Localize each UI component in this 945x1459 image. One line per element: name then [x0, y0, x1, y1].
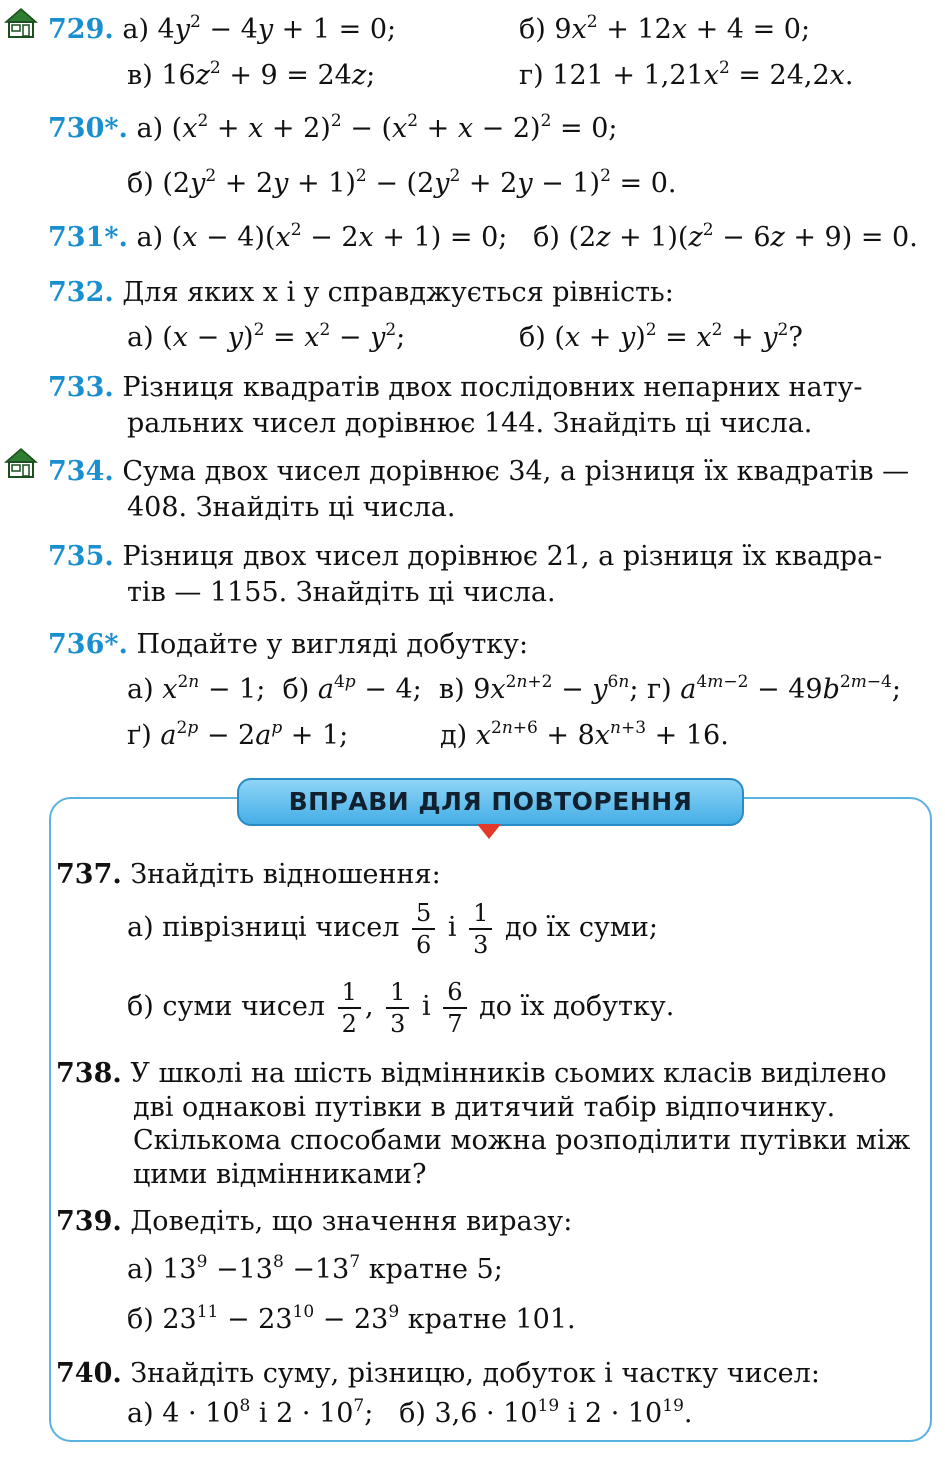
exercise-text: Сума двох чисел дорівнює 34, а різниця їх квадратів —: [122, 456, 910, 487]
exercise-731: 731*. а) $(x - 4)(x^2 - 2x + 1) = 0$; б) $(2z + 1)(z^2 - 6z + 9) = 0$.: [48, 220, 918, 253]
fraction: $\frac{1}{2}$: [338, 980, 361, 1036]
exercise-739-a: а) $13^9 -13^8 -13^7$ кратне 5;: [127, 1252, 503, 1285]
text: до їх суми;: [504, 912, 658, 943]
exercise-736-row-1: а) $x^{2n} - 1$; б) $a^{4p} - 4$; в) $9x^{2n+2} - y^{6n}$; г) $a^{4m-2} - 49b^{2m-4}$;: [127, 672, 901, 705]
exercise-729-line-1: 729. а) $4y^2 - 4y + 1 = 0$;: [48, 12, 397, 45]
exercise-number: 731*.: [48, 222, 128, 253]
exercise-739-b: б) $23^{11} - 23^{10} - 23^9$ кратне 101.: [127, 1302, 576, 1335]
exercise-735-line-1: [48, 540, 882, 574]
exercise-number: 733.: [48, 372, 114, 403]
exercise-733-line-2: ральних чисел дорівнює 144. Знайдіть ці числа.: [127, 408, 813, 439]
exercise-number: 736*.: [48, 629, 128, 660]
exercise-740: [56, 1357, 820, 1391]
exercise-729-d: г) $121 + 1,21x^2 = 24,2x$.: [519, 58, 854, 91]
exercise-736: [48, 628, 528, 662]
fraction: $\frac{6}{7}$: [443, 980, 466, 1036]
exercise-739: [56, 1205, 572, 1239]
text: кратне 5;: [368, 1254, 503, 1285]
exercise-number: 732.: [48, 277, 114, 308]
exercise-740-parts: а) $4 \cdot 10^8$ і $2 \cdot 10^7$; б) $3,6 \cdot 10^{19}$ і $2 \cdot 10^{19}$.: [127, 1396, 693, 1429]
exercise-text: Різниця двох чисел дорівнює 21, а різниця їх квадра-: [122, 541, 883, 572]
exercise-738-line-2: дві однакові путівки в дитячий табір відпочинку.: [133, 1092, 836, 1123]
exercise-729-b: б) $9x^2 + 12x + 4 = 0$;: [519, 12, 811, 45]
exercise-737: [56, 858, 441, 892]
exercise-736-row-2a: ґ) $a^{2p} - 2a^p + 1$;: [127, 718, 349, 751]
exercise-729-c: в) $16z^2 + 9 = 24z$;: [127, 58, 376, 91]
exercise-text: Подайте у вигляді добутку:: [136, 629, 529, 660]
fraction: $\frac{5}{6}$: [412, 901, 435, 957]
exercise-738-line-4: цими відмінниками?: [133, 1159, 427, 1190]
exercise-text: Знайдіть суму, різницю, добуток і частку чисел:: [130, 1358, 820, 1389]
section-banner: ВПРАВИ ДЛЯ ПОВТОРЕННЯ: [237, 778, 744, 826]
banner-pointer: [477, 824, 501, 839]
exercise-number: 729.: [48, 14, 114, 45]
exercise-738-line-1: [56, 1057, 887, 1091]
exercise-text: Знайдіть відношення:: [130, 859, 441, 890]
text: до їх добутку.: [479, 991, 675, 1022]
exercise-number: 735.: [48, 541, 114, 572]
exercise-number: 734.: [48, 456, 114, 487]
exercise-734-line-1: [48, 455, 909, 489]
text: і: [421, 991, 431, 1022]
exercise-738-line-3: Скількома способами можна розподілити путівки між: [133, 1125, 911, 1156]
fraction: $\frac{1}{3}$: [386, 980, 409, 1036]
text: б) суми чисел: [127, 991, 326, 1022]
house-icon: [4, 6, 38, 40]
exercise-736-row-2b: д) $x^{2n+6} + 8x^{n+3} + 16$.: [440, 718, 729, 751]
exercise-number: 730*.: [48, 113, 128, 144]
exercise-text: У школі на шість відмінників сьомих класів виділено: [130, 1058, 887, 1089]
exercise-732-a: а) $(x - y)^2 = x^2 - y^2$;: [127, 320, 406, 353]
exercise-732-b: б) $(x + y)^2 = x^2 + y^2$?: [519, 320, 803, 353]
exercise-text: Для яких x і y справджується рівність:: [122, 277, 674, 308]
exercise-730-a: 730*. а) $(x^2 + x + 2)^2 - (x^2 + x - 2)^2 = 0$;: [48, 111, 618, 144]
house-icon: [4, 446, 38, 480]
text: кратне 101.: [407, 1304, 576, 1335]
exercise-737-a: [127, 896, 658, 960]
exercise-737-b: б) суми чисел $\frac{1}{2}$ , $\frac{1}{3}$ і $\frac{6}{7}$ до їх добутку.: [127, 977, 675, 1038]
exercise-number: 737.: [56, 859, 122, 890]
text: а) піврізниці чисел: [127, 912, 400, 943]
exercise-732: [48, 276, 674, 310]
exercise-number: 738.: [56, 1058, 122, 1089]
fraction: $\frac{1}{3}$: [469, 901, 492, 957]
exercise-text: Доведіть, що значення виразу:: [130, 1206, 573, 1237]
text: і: [447, 912, 457, 943]
exercise-734-line-2: 408. Знайдіть ці числа.: [127, 492, 456, 523]
exercise-733-line-1: [48, 371, 863, 405]
exercise-730-b: б) $(2y^2 + 2y + 1)^2 - (2y^2 + 2y - 1)^2 = 0$.: [127, 166, 677, 199]
exercise-text: Різниця квадратів двох послідовних непарних нату-: [122, 372, 863, 403]
exercise-number: 739.: [56, 1206, 122, 1237]
exercise-number: 740.: [56, 1358, 122, 1389]
exercise-735-line-2: тів — 1155. Знайдіть ці числа.: [127, 577, 556, 608]
